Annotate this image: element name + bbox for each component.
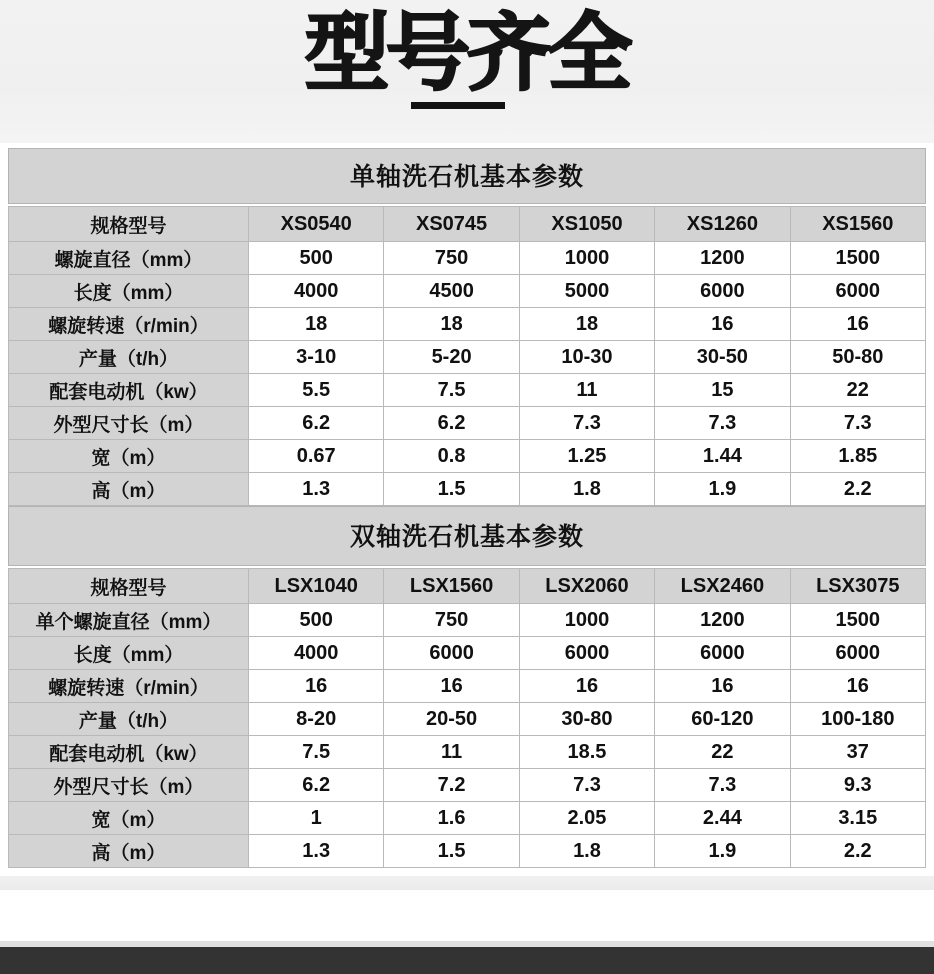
- spec-value-cell: 1.8: [519, 473, 654, 506]
- spec-value-cell: 0.8: [384, 440, 519, 473]
- spec-value-cell: 8-20: [249, 703, 384, 736]
- spec-value-cell: 7.5: [249, 736, 384, 769]
- footer-dark-bar: [0, 947, 934, 974]
- spec-value-cell: 1.9: [655, 473, 790, 506]
- spec-value-cell: 1.85: [790, 440, 925, 473]
- table-row: [9, 374, 926, 407]
- spec-value-cell: 6.2: [249, 769, 384, 802]
- spec-label-cell: 高（m）: [9, 835, 249, 868]
- table-row: [9, 242, 926, 275]
- spec-label-cell: 产量（t/h）: [9, 703, 249, 736]
- spec-value-cell: 20-50: [384, 703, 519, 736]
- table-row: [9, 604, 926, 637]
- spec-value-cell: 16: [790, 670, 925, 703]
- model-header-cell: LSX1560: [384, 569, 519, 604]
- spec-value-cell: 7.3: [519, 769, 654, 802]
- spec-label-cell: 螺旋直径（mm）: [9, 242, 249, 275]
- model-header-cell: XS0540: [249, 207, 384, 242]
- table-row: [9, 802, 926, 835]
- spec-value-cell: 5-20: [384, 341, 519, 374]
- spec-value-cell: 22: [790, 374, 925, 407]
- spec-value-cell: 7.2: [384, 769, 519, 802]
- table-title: 双轴洗石机基本参数: [8, 506, 926, 566]
- spec-table-body: [9, 207, 926, 506]
- footer-bar: [0, 941, 934, 974]
- spec-value-cell: 60-120: [655, 703, 790, 736]
- spec-value-cell: 16: [655, 308, 790, 341]
- spec-value-cell: 6.2: [384, 407, 519, 440]
- spec-value-cell: 50-80: [790, 341, 925, 374]
- table-row: [9, 473, 926, 506]
- spec-header-label: 规格型号: [9, 569, 249, 604]
- spec-value-cell: 1.9: [655, 835, 790, 868]
- table-header-row: [9, 207, 926, 242]
- table-row: [9, 637, 926, 670]
- model-header-cell: LSX2060: [519, 569, 654, 604]
- spec-value-cell: 5000: [519, 275, 654, 308]
- spec-value-cell: 6.2: [249, 407, 384, 440]
- spec-value-cell: 4000: [249, 637, 384, 670]
- spec-tables: [0, 145, 934, 868]
- spec-value-cell: 500: [249, 242, 384, 275]
- spec-value-cell: 18.5: [519, 736, 654, 769]
- spec-value-cell: 7.3: [655, 407, 790, 440]
- spec-value-cell: 1000: [519, 604, 654, 637]
- spec-label-cell: 长度（mm）: [9, 275, 249, 308]
- spec-value-cell: 1.3: [249, 835, 384, 868]
- table-row: [9, 308, 926, 341]
- spec-value-cell: 30-80: [519, 703, 654, 736]
- spec-value-cell: 22: [655, 736, 790, 769]
- spec-value-cell: 500: [249, 604, 384, 637]
- spec-header-label: 规格型号: [9, 207, 249, 242]
- spec-value-cell: 1.44: [655, 440, 790, 473]
- table-row: [9, 703, 926, 736]
- spec-label-cell: 单个螺旋直径（mm）: [9, 604, 249, 637]
- spec-value-cell: 37: [790, 736, 925, 769]
- table-row: [9, 275, 926, 308]
- spec-value-cell: 6000: [790, 637, 925, 670]
- table-row: [9, 670, 926, 703]
- table-header-row: [9, 569, 926, 604]
- spec-value-cell: 18: [384, 308, 519, 341]
- spec-value-cell: 2.2: [790, 473, 925, 506]
- spec-value-cell: 10-30: [519, 341, 654, 374]
- spec-label-cell: 外型尺寸长（m）: [9, 407, 249, 440]
- spec-value-cell: 1200: [655, 604, 790, 637]
- spec-value-cell: 7.5: [384, 374, 519, 407]
- spec-value-cell: 3-10: [249, 341, 384, 374]
- spec-value-cell: 16: [384, 670, 519, 703]
- spec-value-cell: 11: [384, 736, 519, 769]
- divider-band: [0, 876, 934, 890]
- spec-value-cell: 6000: [655, 275, 790, 308]
- page-title: 型号齐全: [304, 6, 629, 100]
- model-header-cell: XS1260: [655, 207, 790, 242]
- spec-value-cell: 1500: [790, 242, 925, 275]
- spec-value-cell: 7.3: [655, 769, 790, 802]
- spec-value-cell: 18: [249, 308, 384, 341]
- spec-value-cell: 2.05: [519, 802, 654, 835]
- spec-label-cell: 宽（m）: [9, 440, 249, 473]
- table-row: [9, 736, 926, 769]
- model-header-cell: XS1050: [519, 207, 654, 242]
- spec-value-cell: 750: [384, 604, 519, 637]
- spec-value-cell: 6000: [384, 637, 519, 670]
- spec-label-cell: 螺旋转速（r/min）: [9, 670, 249, 703]
- hero-banner: [0, 0, 934, 145]
- table-row: [9, 769, 926, 802]
- spec-label-cell: 配套电动机（kw）: [9, 374, 249, 407]
- spec-value-cell: 16: [790, 308, 925, 341]
- table-row: [9, 835, 926, 868]
- spec-value-cell: 1.5: [384, 473, 519, 506]
- spec-label-cell: 螺旋转速（r/min）: [9, 308, 249, 341]
- spec-value-cell: 18: [519, 308, 654, 341]
- spec-value-cell: 7.3: [519, 407, 654, 440]
- spec-value-cell: 100-180: [790, 703, 925, 736]
- model-header-cell: XS0745: [384, 207, 519, 242]
- spec-label-cell: 外型尺寸长（m）: [9, 769, 249, 802]
- table-title: 单轴洗石机基本参数: [8, 148, 926, 204]
- spec-value-cell: 1: [249, 802, 384, 835]
- spec-value-cell: 2.2: [790, 835, 925, 868]
- spec-value-cell: 15: [655, 374, 790, 407]
- table-row: [9, 407, 926, 440]
- spec-value-cell: 6000: [790, 275, 925, 308]
- spec-value-cell: 750: [384, 242, 519, 275]
- spec-value-cell: 16: [519, 670, 654, 703]
- spec-table: [8, 206, 926, 506]
- spec-value-cell: 4000: [249, 275, 384, 308]
- table-row: [9, 341, 926, 374]
- model-header-cell: XS1560: [790, 207, 925, 242]
- title-underline: [411, 102, 505, 109]
- spec-value-cell: 9.3: [790, 769, 925, 802]
- spec-label-cell: 配套电动机（kw）: [9, 736, 249, 769]
- spec-value-cell: 6000: [655, 637, 790, 670]
- spec-value-cell: 0.67: [249, 440, 384, 473]
- spec-value-cell: 4500: [384, 275, 519, 308]
- spec-table: [8, 568, 926, 868]
- spec-value-cell: 11: [519, 374, 654, 407]
- spec-value-cell: 16: [249, 670, 384, 703]
- spec-table-body: [9, 569, 926, 868]
- spec-label-cell: 高（m）: [9, 473, 249, 506]
- spec-value-cell: 6000: [519, 637, 654, 670]
- spec-value-cell: 16: [655, 670, 790, 703]
- spec-value-cell: 7.3: [790, 407, 925, 440]
- model-header-cell: LSX3075: [790, 569, 925, 604]
- double-shaft-table-section: [8, 506, 926, 868]
- spec-value-cell: 1000: [519, 242, 654, 275]
- spec-value-cell: 3.15: [790, 802, 925, 835]
- spec-value-cell: 1.6: [384, 802, 519, 835]
- spec-value-cell: 1.8: [519, 835, 654, 868]
- spec-value-cell: 1.5: [384, 835, 519, 868]
- spec-label-cell: 产量（t/h）: [9, 341, 249, 374]
- spec-value-cell: 1200: [655, 242, 790, 275]
- model-header-cell: LSX2460: [655, 569, 790, 604]
- spec-value-cell: 2.44: [655, 802, 790, 835]
- spec-value-cell: 1.25: [519, 440, 654, 473]
- spec-value-cell: 1.3: [249, 473, 384, 506]
- spec-label-cell: 宽（m）: [9, 802, 249, 835]
- spec-label-cell: 长度（mm）: [9, 637, 249, 670]
- spec-value-cell: 5.5: [249, 374, 384, 407]
- spec-value-cell: 30-50: [655, 341, 790, 374]
- table-row: [9, 440, 926, 473]
- spec-value-cell: 1500: [790, 604, 925, 637]
- single-shaft-table-section: [8, 148, 926, 506]
- model-header-cell: LSX1040: [249, 569, 384, 604]
